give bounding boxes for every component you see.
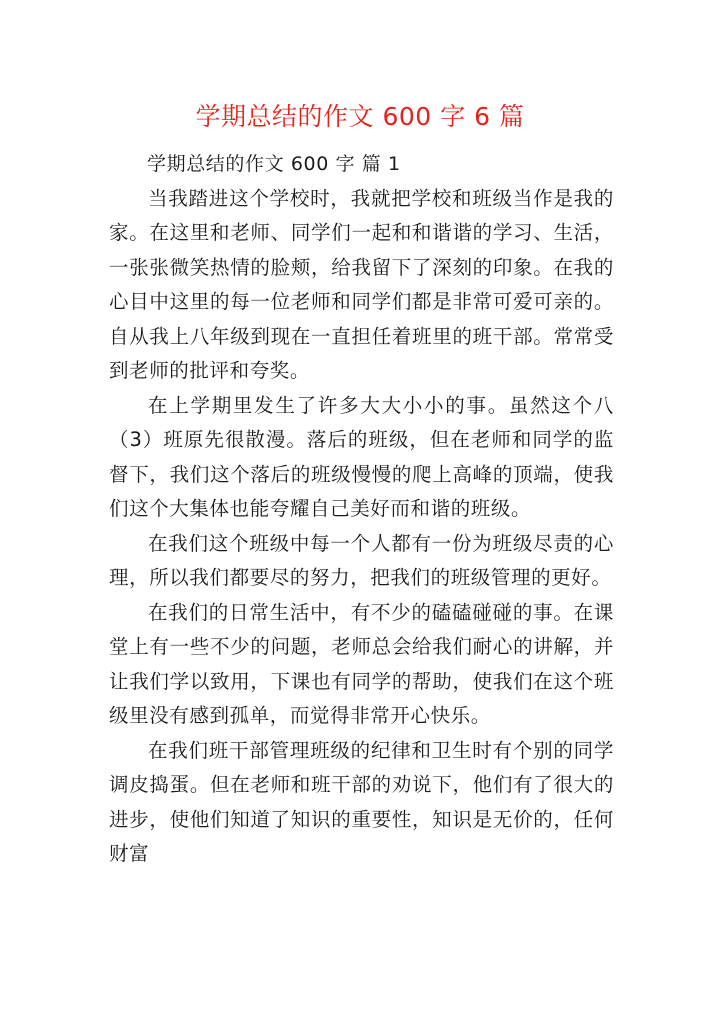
paragraph-4: 在我们的日常生活中，有不少的磕磕碰碰的事。在课堂上有一些不少的问题，老师总会给我们耐心的讲解，并让我们学以致用，下课也有同学的帮助，使我们在这个班级里没有感到孤单，而觉得非常开心快乐。 xyxy=(109,600,614,727)
section-heading: 学期总结的作文 600 字 篇 1 xyxy=(147,153,401,175)
paragraph-3: 在我们这个班级中每一个人都有一份为班级尽责的心理，所以我们都要尽的努力，把我们的班级管理的更好。 xyxy=(109,531,614,589)
paragraph-1: 当我踏进这个学校时，我就把学校和班级当作是我的家。在这里和老师、同学们一起和和谐谐的学习、生活，一张张微笑热情的脸颊，给我留下了深刻的印象。在我的心目中这里的每一位老师和同学们都是非常可爱可亲的。自从我上八年级到现在一直担任着班里的班干部。常常受到老师的批评和夸奖。 xyxy=(109,186,614,382)
paragraph-5: 在我们班干部管理班级的纪律和卫生时有个别的同学调皮捣蛋。但在老师和班干部的劝说下，他们有了很大的进步，使他们知道了知识的重要性，知识是无价的，任何财富 xyxy=(109,738,614,865)
paragraph-2: 在上学期里发生了许多大大小小的事。虽然这个八（3）班原先很散漫。落后的班级，但在老师和同学的监督下，我们这个落后的班级慢慢的爬上高峰的顶端，使我们这个大集体也能夸耀自己美好而和谐的班级。 xyxy=(109,393,614,520)
document-body xyxy=(109,147,614,872)
document-title: 学期总结的作文 600 字 6 篇 xyxy=(195,102,525,131)
